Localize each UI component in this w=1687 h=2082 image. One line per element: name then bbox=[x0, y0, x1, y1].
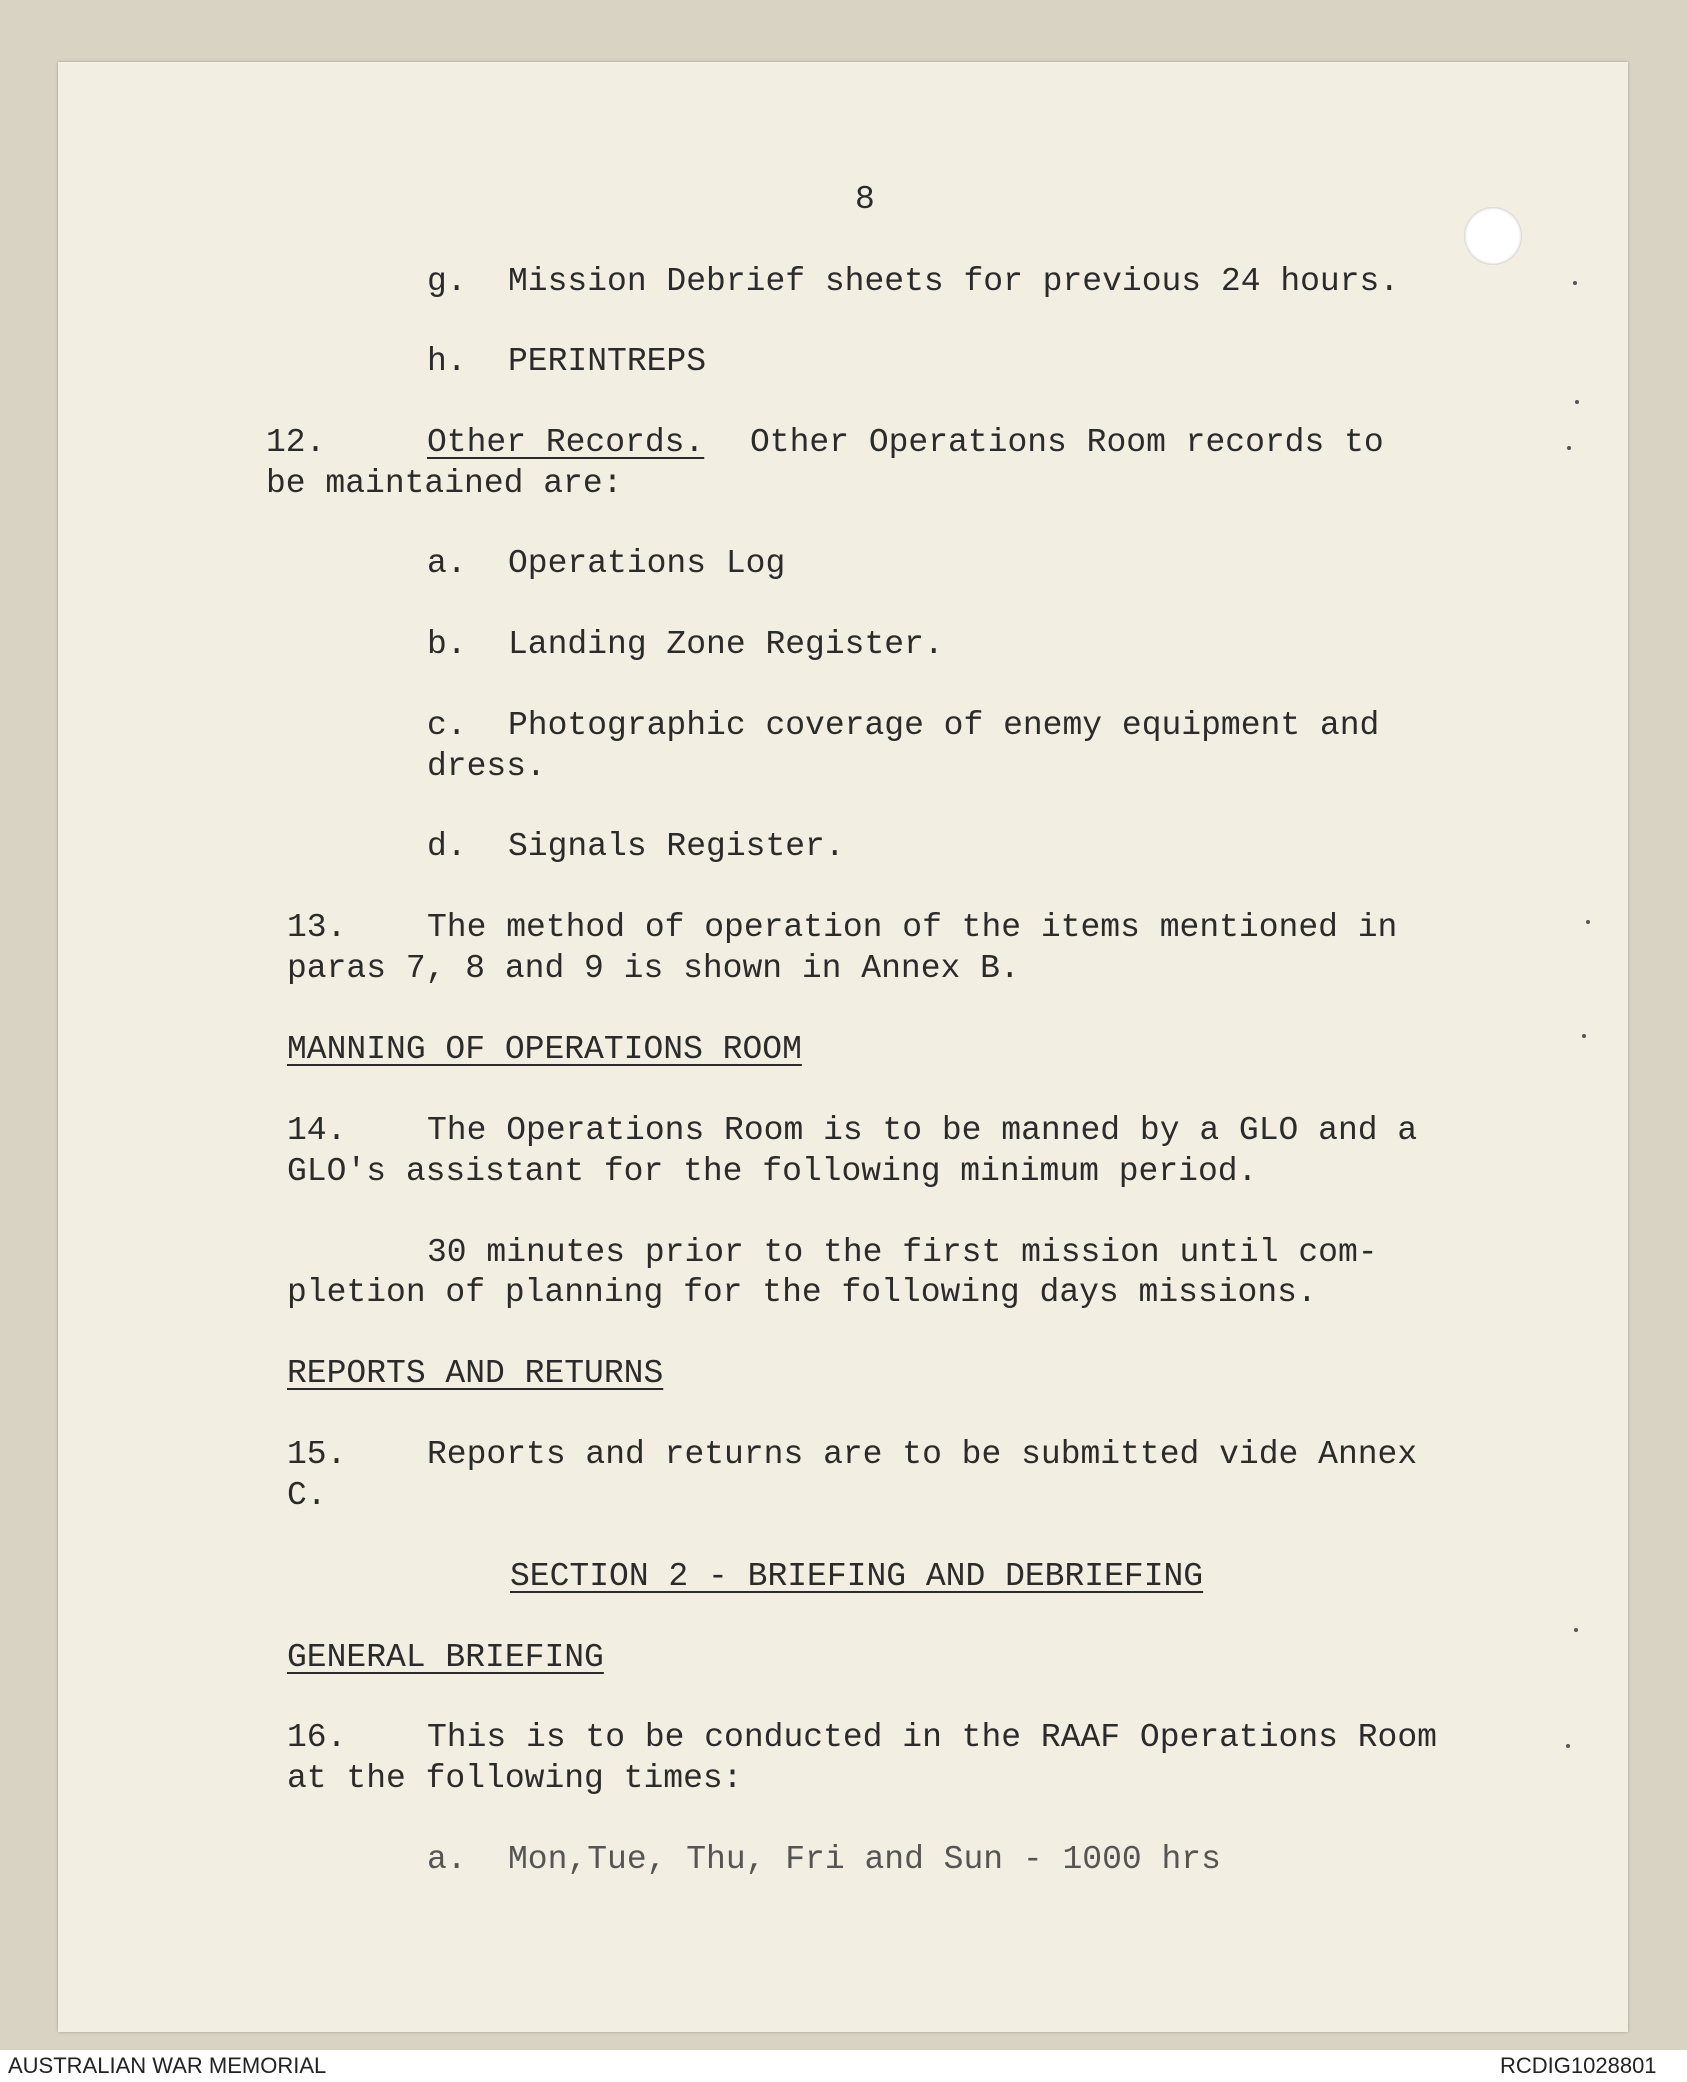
paragraph-text: Reports and returns are to be submitted vide Annex bbox=[427, 1436, 1418, 1473]
paper-speck bbox=[1586, 920, 1590, 924]
paragraph-text: at the following times: bbox=[287, 1760, 743, 1797]
paper-speck bbox=[1575, 400, 1579, 404]
list-item-text: Landing Zone Register. bbox=[508, 626, 944, 663]
list-item-label: g. bbox=[427, 263, 467, 300]
list-item-label: d. bbox=[427, 828, 467, 865]
list-item-label: a. bbox=[427, 1841, 467, 1878]
list-item-text: dress. bbox=[427, 748, 546, 785]
footer-institution: AUSTRALIAN WAR MEMORIAL bbox=[8, 2053, 327, 2078]
list-item-label: a. bbox=[427, 545, 467, 582]
paragraph-text: be maintained are: bbox=[266, 465, 623, 502]
paragraph-text: Other Operations Room records to bbox=[750, 424, 1384, 461]
paragraph-text: The method of operation of the items mentioned in bbox=[427, 909, 1398, 946]
paragraph-text: paras 7, 8 and 9 is shown in Annex B. bbox=[287, 950, 1020, 987]
section-heading: GENERAL BRIEFING bbox=[287, 1639, 604, 1676]
list-item-label: b. bbox=[427, 626, 467, 663]
list-item-text: Mon,Tue, Thu, Fri and Sun - 1000 hrs bbox=[508, 1841, 1221, 1878]
section-title: SECTION 2 - BRIEFING AND DEBRIEFING bbox=[510, 1558, 1204, 1595]
paragraph-text: GLO's assistant for the following minimum period. bbox=[287, 1153, 1258, 1190]
paragraph-number: 15. bbox=[287, 1436, 347, 1473]
list-item-text: Mission Debrief sheets for previous 24 hours. bbox=[508, 263, 1400, 300]
paragraph-number: 14. bbox=[287, 1112, 347, 1149]
paragraph-heading: Other Records. bbox=[427, 424, 705, 461]
paragraph-text: pletion of planning for the following days missions. bbox=[287, 1274, 1317, 1311]
list-item-text: PERINTREPS bbox=[508, 343, 707, 380]
paragraph-number: 12. bbox=[266, 424, 326, 461]
list-item-label: h. bbox=[427, 343, 467, 380]
page-number: 8 bbox=[855, 181, 875, 218]
paper-speck bbox=[1582, 1034, 1586, 1038]
list-item-text: Operations Log bbox=[508, 545, 786, 582]
punch-hole bbox=[1464, 207, 1522, 265]
paper-speck bbox=[1573, 281, 1577, 285]
list-item-text: Signals Register. bbox=[508, 828, 845, 865]
paper-speck bbox=[1566, 1744, 1570, 1748]
paragraph-text: The Operations Room is to be manned by a GLO and a bbox=[427, 1112, 1418, 1149]
section-heading: MANNING OF OPERATIONS ROOM bbox=[287, 1031, 802, 1068]
paragraph-text: 30 minutes prior to the first mission until com- bbox=[427, 1234, 1378, 1271]
paragraph-text: C. bbox=[287, 1477, 327, 1514]
footer-record-id: RCDIG1028801 bbox=[1500, 2053, 1657, 2078]
list-item-label: c. bbox=[427, 707, 467, 744]
list-item-text: Photographic coverage of enemy equipment and bbox=[508, 707, 1380, 744]
paragraph-number: 16. bbox=[287, 1719, 347, 1756]
section-heading: REPORTS AND RETURNS bbox=[287, 1355, 664, 1392]
paragraph-number: 13. bbox=[287, 909, 347, 946]
paper-speck bbox=[1574, 1628, 1578, 1632]
paper-speck bbox=[1567, 446, 1571, 450]
paragraph-text: This is to be conducted in the RAAF Operations Room bbox=[427, 1719, 1437, 1756]
